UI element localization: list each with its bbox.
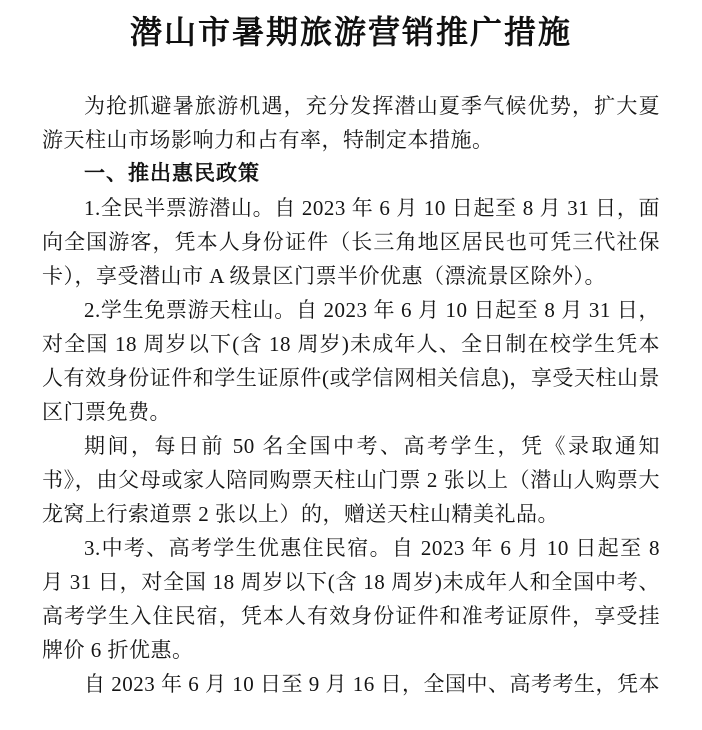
section-heading: 一、推出惠民政策 [84,162,260,185]
document-body [42,89,660,701]
document-title: 潜山市暑期旅游营销推广措施 [129,14,572,50]
body-paragraph: 2.学生免票游天柱山。自 2023 年 6 月 10 日起至 8 月 31 日，对全国 18 周岁以下(含 18 周岁)未成年人、全日制在校学生凭本人有效身份证件和学生证原件(或学信网相关信息)，享受天柱山景区门票免费。 [42,298,660,424]
body-paragraph: 为抢抓避暑旅游机遇，充分发挥潜山夏季气候优势，扩大夏游天柱山市场影响力和占有率，特制定本措施。 [42,94,660,152]
body-paragraph: 期间，每日前 50 名全国中考、高考学生，凭《录取通知书》，由父母或家人陪同购票天柱山门票 2 张以上（潜山人购票大龙窝上行索道票 2 张以上）的，赠送天柱山精美礼品。 [42,434,660,526]
body-paragraph: 3.中考、高考学生优惠住民宿。自 2023 年 6 月 10 日起至 8 月 31 日，对全国 18 周岁以下(含 18 周岁)未成年人和全国中考、高考学生入住民宿，凭本人有效身份证件和准考证原件，享受挂牌价 6 折优惠。 [42,536,660,662]
body-paragraph: 1.全民半票游潜山。自 2023 年 6 月 10 日起至 8 月 31 日，面向全国游客，凭本人身份证件（长三角地区居民也可凭三代社保卡），享受潜山市 A 级景区门票半价优惠（漂流景区除外）。 [42,196,660,288]
body-paragraph: 自 2023 年 6 月 10 日至 9 月 16 日，全国中、高考考生，凭本 [84,672,660,696]
